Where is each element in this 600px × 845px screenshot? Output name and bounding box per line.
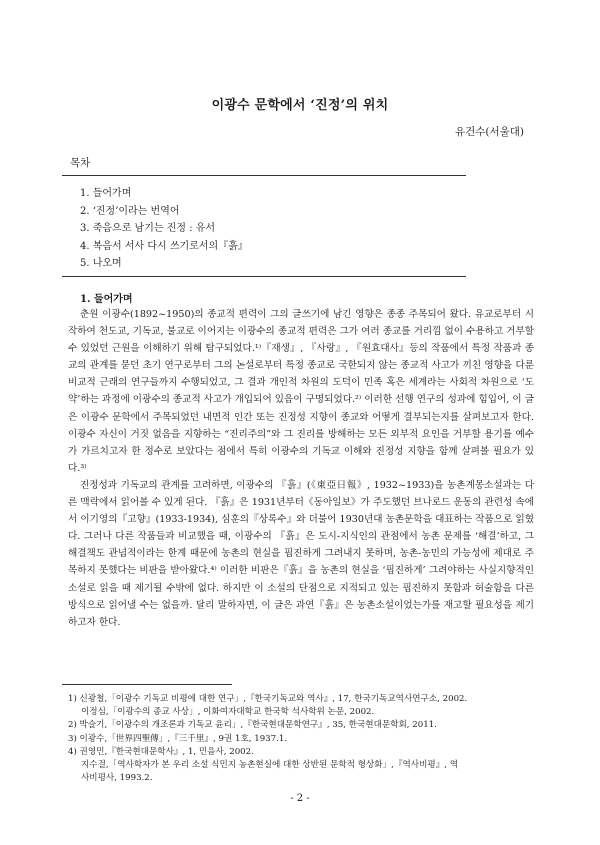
footnote: 사비평사, 1993.2. [81, 773, 153, 784]
author-affiliation: 유건수(서울대) [454, 126, 524, 138]
toc-item: 1. 들어가며 [80, 188, 132, 199]
footnotes [68, 693, 538, 785]
footnote-rule [62, 684, 232, 685]
footnote: 지수걸,「역사학자가 본 우리 소설 식민지 농촌현실에 대한 상반된 문학적 형상화」,『역사비평』, 역 [81, 760, 459, 771]
paper-title: 이광수 문학에서 ‘진정’의 위치 [211, 98, 389, 113]
toc-heading: 목차 [70, 157, 91, 169]
toc-item: 5. 나오며 [80, 258, 122, 269]
toc-item: 3. 죽음으로 남기는 진정 : 유서 [80, 223, 216, 234]
section-heading: 1. 들어가며 [80, 294, 133, 305]
footnote: 4) 권영민,『한국현대문학사』, 1, 민음사, 2002. [68, 746, 254, 757]
footnote: 1) 신광철,「이광수 기독교 비평에 대한 연구」,『한국기독교와 역사』, 17, 한국기독교역사연구소, 2002. [68, 694, 468, 704]
footnote: 이정심,「이광수의 종교 사상」, 이화여자대학교 한국학 석사학위 논문, 2002. [81, 707, 375, 718]
paragraph: 춘원 이광수(1892~1950)의 종교적 편력이 그의 글쓰기에 남긴 영향은 종종 주목되어 왔다. 유교로부터 시작하여 천도교, 기독교, 불교로 이어지는 이광수의 종교적 편력은 그가 여러 종교를 거리낌 없이 수용하고 거부할 수 있었던 근원을 이해하기 위해 탐구되었다.¹⁾『재생』, 『사랑』, 『원효대사』등의 작품에서 특정 작품과 종교의 관계를 묻던 초기 연구로부터 그의 논설로부터 특정 종교로 국한되지 않는 종교적 사고가 끼친 영향을 다룬 비교적 근래의 연구들까지 수행되었고, 그 결과 개인적 차원의 도덕이 민족 혹은 세계라는 사회적 차원으로 ‘도약’하는 과정에 이광수의 종교적 사고가 개입되어 있음이 구명되었다.²⁾ 이러한 선행 연구의 성과에 힘입어, 이 글은 이광수 문학에서 주목되었던 내면적 인간 또는 진정성 지향이 종교와 어떻게 결부되는지를 살펴보고자 한다. 이광수 자신이 거짓 없음을 지향하는 “진리주의”와 그 진리를 방해하는 모든 외부적 요인을 거부할 용기를 예수가 가르치고자 한 정수로 보았다는 점에서 특히 이광수의 기독교 이해와 진정성 지향을 함께 살펴볼 필요가 있다.³⁾ [68, 309, 534, 474]
page-number: - 2 - [290, 793, 310, 804]
toc-bottom-rule [62, 276, 466, 277]
footnote: 3) 이광수,「世界四聖傳」,『三千里』, 9권 1호, 1937.1. [68, 733, 288, 744]
footnote: 2) 박슬기,「이광수의 개조론과 기독교 윤리」,『한국현대문학연구』, 35, 한국현대문학회, 2011. [68, 720, 437, 731]
toc-rule [62, 175, 466, 176]
toc-item: 2. ‘진정’이라는 번역어 [80, 205, 180, 217]
toc-list [80, 185, 248, 273]
paragraph: 진정성과 기독교의 관계를 고려하면, 이광수의 『흙』(《東亞日報》, 1932~1933)을 농촌계몽소설과는 다른 맥락에서 읽어볼 수 있게 된다. 『흙』은 1931년부터《동아일보》가 주도했던 브나로드 운동의 관련성 속에서 이기영의『고향』(1933-1934), 심훈의『상록수』와 더불어 1930년대 농촌문학을 대표하는 작품으로 읽혔다. 그러나 다른 작품들과 비교했을 때, 이광수의 『흙』은 도시-지식인의 관점에서 농촌 문제를 ‘해결’하고, 그 해결책도 관념적이라는 한계 때문에 농촌의 현실을 핍진하게 그려내지 못하며, 농촌-농민의 가능성에 제대로 주목하지 못했다는 비판을 받아왔다.⁴⁾ 이러한 비판은『흙』을 농촌의 현실을 ‘핍진하게’ 그려야하는 사실지향적인 소설로 읽을 때 제기될 수밖에 없다. 하지만 이 소설의 단점으로 지적되고 있는 핍진하지 못함과 허술함을 다른 방식으로 읽어낼 수는 없을까. 달리 말하자면, 이 글은 과연『흙』은 농촌소설이었는가를 재고할 필요성을 제기하고자 한다. [68, 479, 534, 628]
body-text [68, 306, 534, 631]
toc-item: 4. 복음서 서사 다시 쓰기로서의『흙』 [80, 240, 248, 252]
